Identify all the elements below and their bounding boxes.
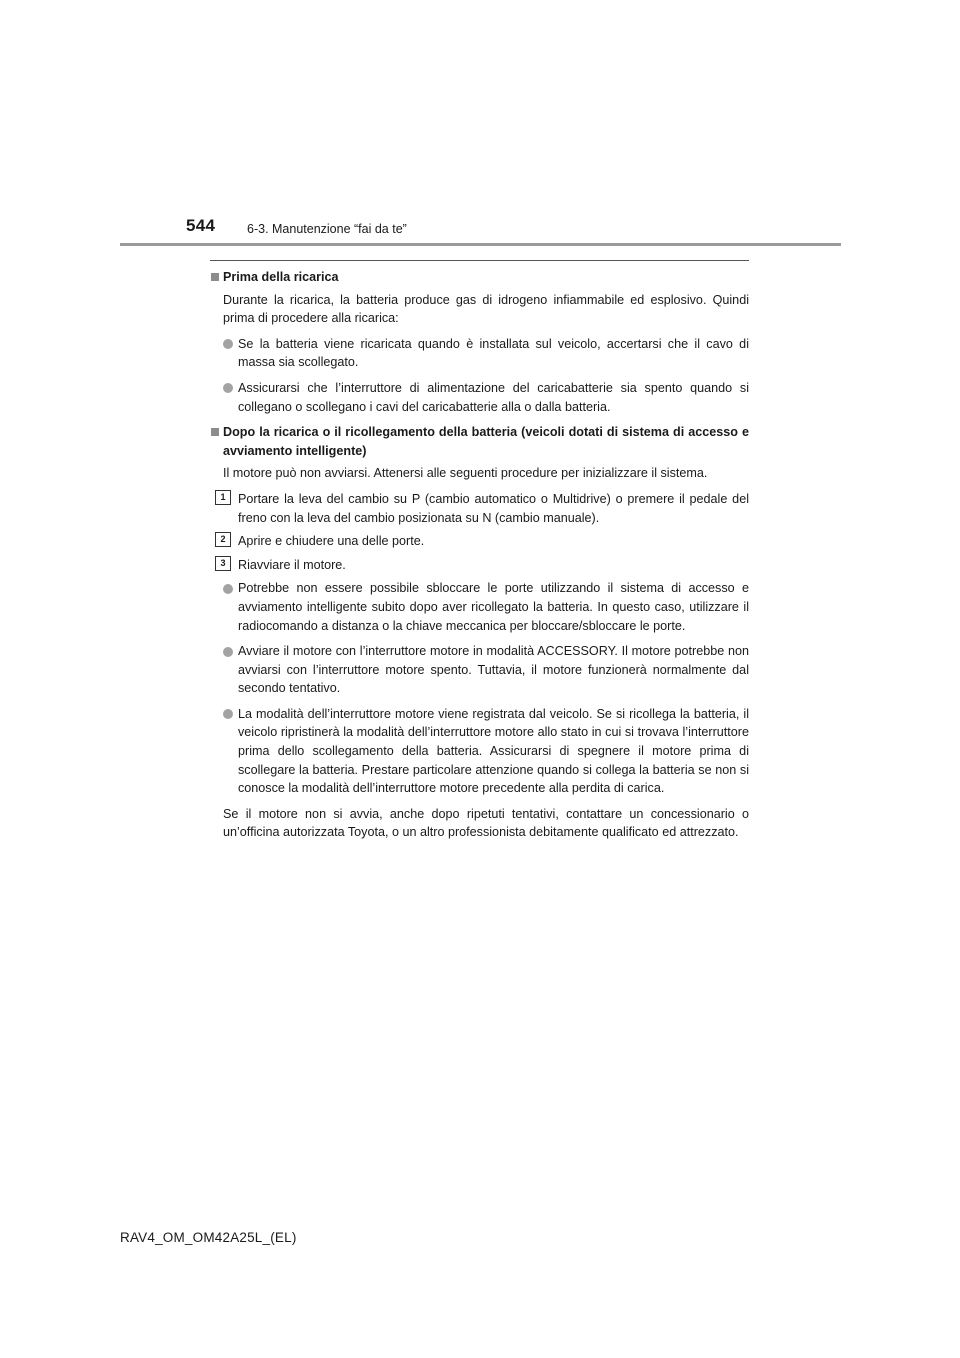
list-item (210, 579, 749, 635)
section-heading (210, 268, 749, 287)
step-item (210, 532, 749, 551)
content-rule (210, 260, 749, 261)
header-rule (120, 243, 841, 246)
closing-paragraph: Se il motore non si avvia, anche dopo ripetuti tentativi, contattare un concessionario o un’officina autorizzata Toyota, o un altro professionista debitamente qualificato ed attrezzato. (223, 806, 749, 840)
document-code: RAV4_OM_OM42A25L_(EL) (120, 1230, 297, 1245)
heading-text: Dopo la ricarica o il ricollegamento della batteria (veicoli dotati di sistema di accesso e avviamento intelligente) (223, 425, 749, 458)
square-bullet-icon (211, 273, 219, 281)
round-bullet-icon (223, 584, 233, 594)
step-item (210, 556, 749, 575)
section-intro: Durante la ricarica, la batteria produce gas di idrogeno infiammabile ed esplosivo. Quindi prima di procedere alla ricarica: (223, 292, 749, 326)
square-bullet-icon (211, 428, 219, 436)
list-item-text: La modalità dell’interruttore motore viene registrata dal veicolo. Se si ricollega la batteria, il veicolo ripristinerà la modalità dell’interruttore motore allo stato in cui si trovava l’interruttore prima dello scollegamento della batteria. Assicurarsi di spegnere il motore prima di scollegare la batteria. Prestare particolare attenzione quando si collega la batteria se non si conosce la modalità dell’interruttore motore precedente alla perdita di carica. (238, 706, 749, 796)
step-text: Portare la leva del cambio su P (cambio automatico o Multidrive) o premere il pedale del freno con la leva del cambio posizionata su N (cambio manuale). (238, 491, 749, 525)
list-item (210, 642, 749, 698)
list-item-text: Potrebbe non essere possibile sbloccare le porte utilizzando il sistema di accesso e avviamento intelligente subito dopo aver ricollegato la batteria. In questo caso, utilizzare il radiocomando a distanza o la chiave meccanica per bloccare/sbloccare le porte. (238, 581, 749, 633)
round-bullet-icon (223, 709, 233, 719)
section-title: 6-3. Manutenzione “fai da te” (247, 222, 407, 236)
list-item (210, 379, 749, 416)
page-content (210, 268, 749, 849)
section-intro: Il motore può non avviarsi. Attenersi alle seguenti procedure per inizializzare il sistema. (223, 466, 708, 481)
list-item-text: Assicurarsi che l’interruttore di alimentazione del caricabatterie sia spento quando si collegano o scollegano i cavi del caricabatterie alla o dalla batteria. (238, 380, 749, 414)
step-item (210, 490, 749, 527)
page-number: 544 (186, 216, 216, 235)
section-heading (210, 423, 749, 460)
step-number: 1 (215, 490, 231, 505)
step-text: Riavviare il motore. (238, 557, 346, 572)
step-text: Aprire e chiudere una delle porte. (238, 534, 425, 549)
list-item-text: Se la batteria viene ricaricata quando è installata sul veicolo, accertarsi che il cavo di massa sia scollegato. (238, 336, 749, 370)
heading-text: Prima della ricarica (223, 270, 339, 284)
list-item-text: Avviare il motore con l’interruttore motore in modalità ACCESSORY. Il motore potrebbe non avviarsi con l’interruttore motore spento. Tuttavia, il motore funzionerà normalmente dal secondo tentativo. (238, 644, 749, 696)
round-bullet-icon (223, 383, 233, 393)
step-number: 3 (215, 556, 231, 571)
list-item (210, 335, 749, 372)
round-bullet-icon (223, 647, 233, 657)
list-item (210, 705, 749, 798)
round-bullet-icon (223, 339, 233, 349)
step-number: 2 (215, 532, 231, 547)
